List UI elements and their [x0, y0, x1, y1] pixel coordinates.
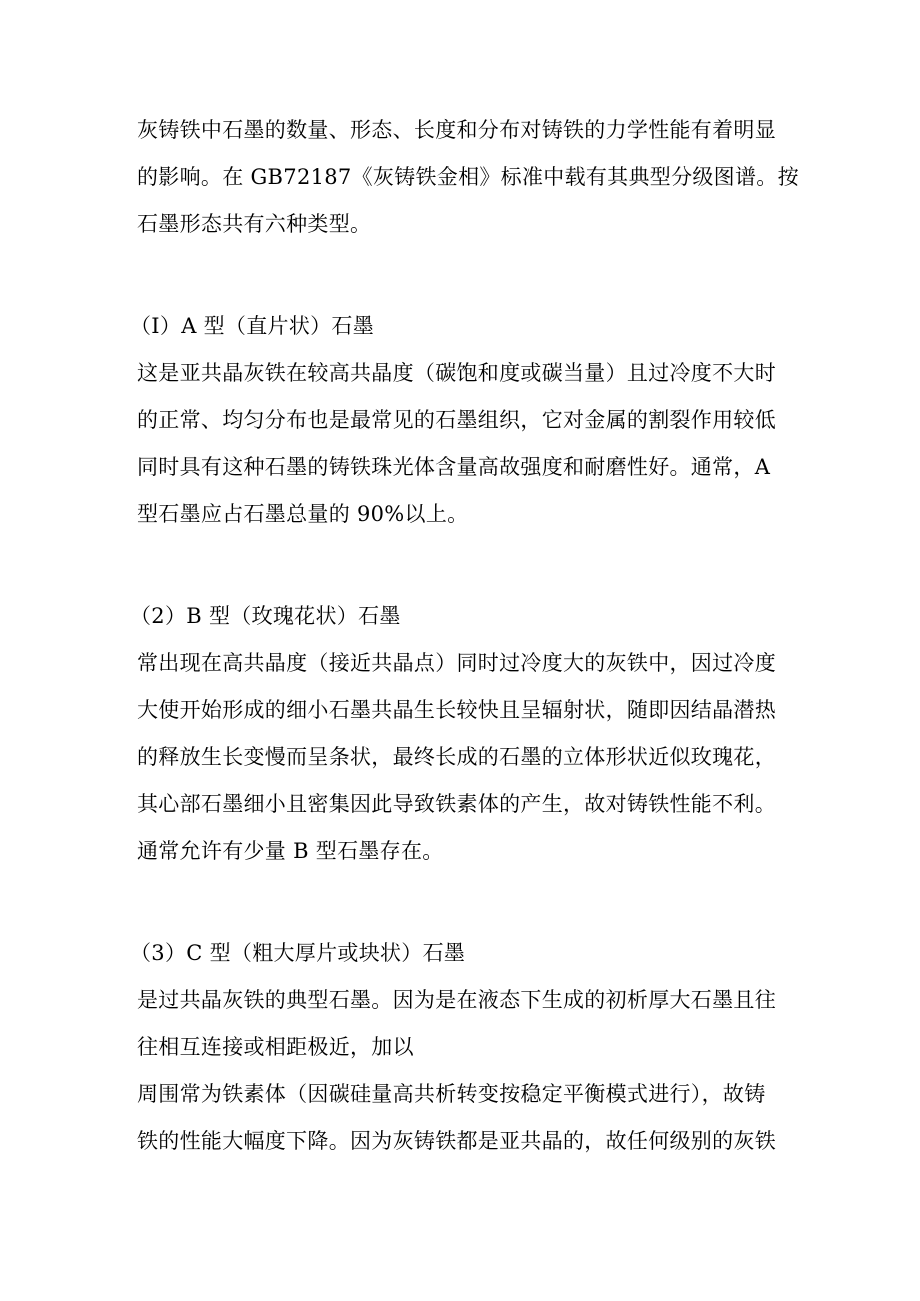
section-a-line-4: 型石墨应占石墨总量的 90%以上。: [137, 502, 469, 526]
section-c-heading: （3）C 型（粗大厚片或块状）石墨: [130, 941, 466, 965]
section-b-line-5: 通常允许有少量 B 型石墨存在。: [137, 839, 444, 863]
intro-line-3: 石墨形态共有六种类型。: [137, 212, 372, 236]
section-b-line-2: 大使开始形成的细小石墨共晶生长较快且呈辐射状，随即因结晶潜热: [137, 698, 776, 722]
section-c-line-2: 往相互连接或相距极近，加以: [137, 1035, 414, 1059]
section-c-line-3: 周围常为铁素体（因碳硅量高共析转变按稳定平衡模式进行），故铸: [137, 1082, 766, 1106]
section-b-heading: （2）B 型（玫瑰花状）石墨: [130, 604, 401, 628]
section-c-line-4: 铁的性能大幅度下降。因为灰铸铁都是亚共晶的，故任何级别的灰铁: [137, 1129, 776, 1153]
section-a-line-1: 这是亚共晶灰铁在较高共晶度（碳饱和度或碳当量）且过冷度不大时: [137, 361, 776, 385]
section-a-line-3: 同时具有这种石墨的铸铁珠光体含量高故强度和耐磨性好。通常，A: [137, 455, 771, 479]
section-b-line-4: 其心部石墨细小且密集因此导致铁素体的产生，故对铸铁性能不利。: [137, 792, 776, 816]
section-b-line-1: 常出现在高共晶度（接近共晶点）同时过冷度大的灰铁中，因过冷度: [137, 651, 776, 675]
section-a-heading: （I）A 型（直片状）石墨: [130, 314, 375, 338]
intro-line-1: 灰铸铁中石墨的数量、形态、长度和分布对铸铁的力学性能有着明显: [137, 118, 776, 142]
section-b-line-3: 的释放生长变慢而呈条状，最终长成的石墨的立体形状近似玫瑰花，: [137, 745, 776, 769]
section-a-line-2: 的正常、均匀分布也是最常见的石墨组织，它对金属的割裂作用较低: [137, 408, 776, 432]
intro-line-2: 的影响。在 GB72187《灰铸铁金相》标准中载有其典型分级图谱。按: [137, 165, 799, 189]
section-c-line-1: 是过共晶灰铁的典型石墨。因为是在液态下生成的初析厚大石墨且往: [137, 988, 776, 1012]
